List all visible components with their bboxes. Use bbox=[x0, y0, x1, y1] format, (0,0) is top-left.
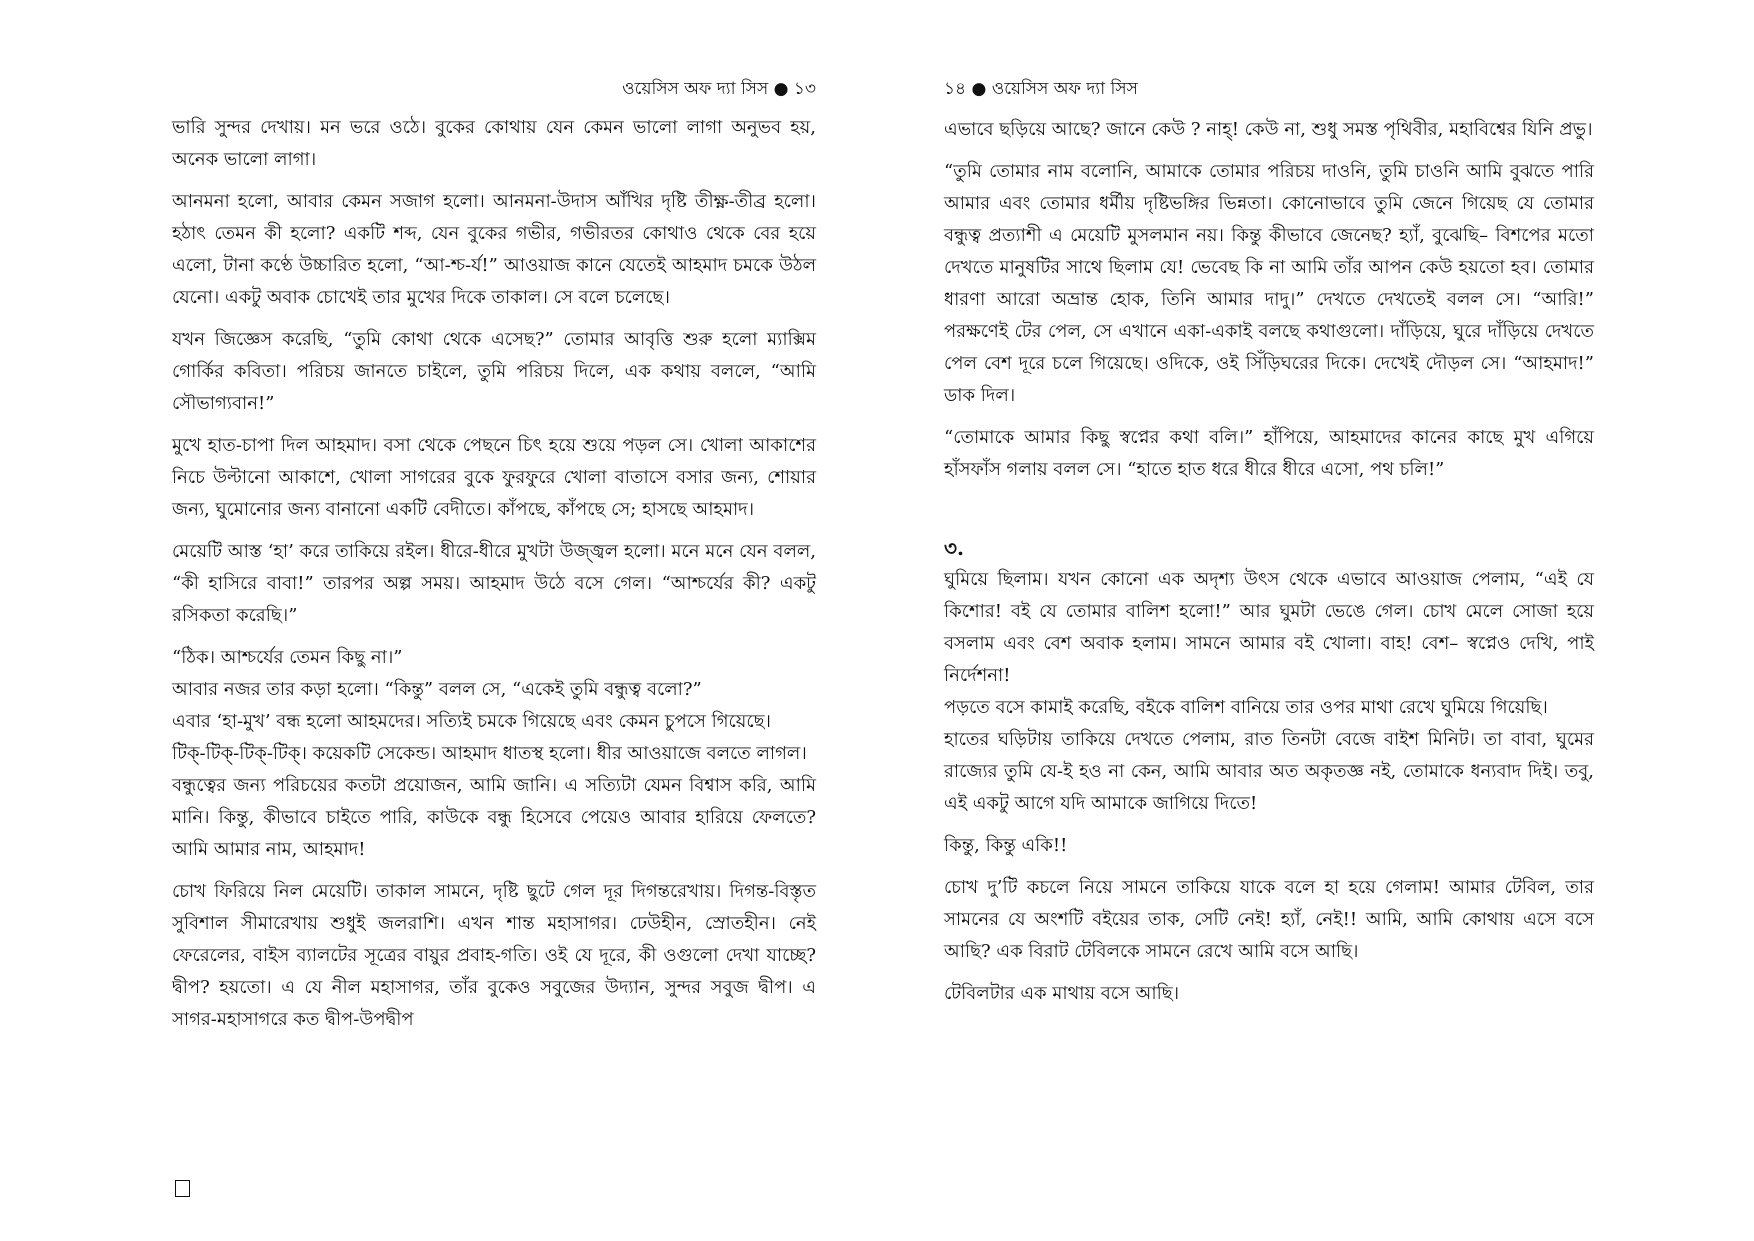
paragraph: টেবিলটার এক মাথায় বসে আছি। bbox=[944, 983, 1180, 1004]
section-heading: ৩. bbox=[944, 536, 964, 560]
paragraph: আবার নজর তার কড়া হলো। “কিন্তু” বলল সে, “একেই তুমি বন্ধুত্ব বলো?” bbox=[172, 679, 702, 700]
paragraph: এভাবে ছড়িয়ে আছে? জানে কেউ ? নাহ্! কেউ না, শুধু সমস্ত পৃথিবীর, মহাবিশ্বের যিনি প্রভু। bbox=[944, 119, 1593, 140]
paragraph: চোখ দু’টি কচলে নিয়ে সামনে তাকিয়ে যাকে বলে হা হয়ে গেলাম! আমার টেবিল, তার সামনের যে অংশটি বইয়ের তাক, সেটি নেই! হ্যাঁ, নেই!! আমি, আমি কোথায় এসে বসে আছি? এক বিরাট টেবিলকে সামনে রেখে আমি বসে আছি। bbox=[944, 877, 1594, 962]
right-running-head: ১৪ ● ওয়েসিস অফ দ্যা সিস bbox=[944, 79, 1138, 99]
paragraph: ঘুমিয়ে ছিলাম। যখন কোনো এক অদৃশ্য উৎস থেকে এভাবে আওয়াজ পেলাম, “এই যে কিশোর! বই যে তোমার বালিশ হলো!” আর ঘুমটা ভেঙে গেল। চোখ মেলে সোজা হয়ে বসলাম এবং বেশ অবাক হলাম। সামনে আমার বই খোলা। বাহ! বেশ– স্বপ্নেও দেখি, পাই নির্দেশনা! bbox=[944, 569, 1594, 686]
paragraph: চোখ ফিরিয়ে নিল মেয়েটি। তাকাল সামনে, দৃষ্টি ছুটে গেল দূর দিগন্তরেখায়। দিগন্ত-বিস্তৃত সুবিশাল সীমারেখায় শুধুই জলরাশি। এখন শান্ত মহাসাগর। ঢেউহীন, স্রোতহীন। নেই ফেরেলের, বাইস ব্যালটের সূত্রের বায়ুর প্রবাহ-গতি। ওই যে দূরে, কী ওগুলো দেখা যাচ্ছে? দ্বীপ? হয়তো। এ যে নীল মহাসাগর, তাঁর বুকেও সবুজের উদ্যান, সুন্দর সবুজ দ্বীপ। এ সাগর-মহাসাগরে কত দ্বীপ-উপদ্বীপ bbox=[172, 881, 816, 1030]
paragraph: এবার ‘হা-মুখ’ বন্ধ হলো আহমদের। সত্যিই চমকে গিয়েছে এবং কেমন চুপসে গিয়েছে। bbox=[172, 711, 771, 732]
paragraph: মুখে হাত-চাপা দিল আহমাদ। বসা থেকে পেছনে চিৎ হয়ে শুয়ে পড়ল সে। খোলা আকাশের নিচে উল্টানো আকাশে, খোলা সাগরের বুকে ফুরফুরে খোলা বাতাসে বসার জন্য, শোয়ার জন্য, ঘুমোনোর জন্য বানানো একটি বেদীতে। কাঁপছে, কাঁপছে সে; হাসছে আহমাদ। bbox=[172, 435, 816, 520]
paragraph: মেয়েটি আস্ত ‘হা’ করে তাকিয়ে রইল। ধীরে-ধীরে মুখটা উজ্জ্বল হলো। মনে মনে যেন বলল, “কী হাসিরে বাবা!” তারপর অল্প সময়। আহমাদ উঠে বসে গেল। “আশ্চর্যের কী? একটু রসিকতা করেছি।” bbox=[172, 541, 816, 626]
paragraph: ভারি সুন্দর দেখায়। মন ভরে ওঠে। বুকের কোথায় যেন কেমন ভালো লাগা অনুভব হয়, অনেক ভালো লাগা। bbox=[172, 117, 816, 170]
left-running-head: ওয়েসিস অফ দ্যা সিস ● ১৩ bbox=[622, 79, 816, 99]
square-outline-icon bbox=[175, 1180, 190, 1197]
paragraph: আনমনা হলো, আবার কেমন সজাগ হলো। আনমনা-উদাস আঁখির দৃষ্টি তীক্ষ্ণ-তীব্র হলো। হঠাৎ তেমন কী হলো? একটি শব্দ, যেন বুকের গভীর, গভীরতর কোথাও থেকে বের হয়ে এলো, টানা কণ্ঠে উচ্চারিত হলো, “আ-শ্চ-র্য!” আওয়াজ কানে যেতেই আহমাদ চমকে উঠল যেনো। একটু অবাক চোখেই তার মুখের দিকে তাকাল। সে বলে চলেছে। bbox=[172, 191, 816, 308]
paragraph: “তুমি তোমার নাম বলোনি, আমাকে তোমার পরিচয় দাওনি, তুমি চাওনি আমি বুঝতে পারি আমার এবং তোমার ধর্মীয় দৃষ্টিভঙ্গির ভিন্নতা। কোনোভাবে তুমি জেনে গিয়েছ যে তোমার বন্ধুত্ব প্রত্যাশী এ মেয়েটি মুসলমান নয়। কিন্তু কীভাবে জেনেছ? হ্যাঁ, বুঝেছি– বিশপের মতো দেখতে মানুষটির সাথে ছিলাম যে! ভেবেছ কি না আমি তাঁর আপন কেউ হয়তো হব। তোমার ধারণা আরো অভ্রান্ত হোক, তিনি আমার দাদু।” দেখতে দেখতেই বলল সে। “আরি!” পরক্ষণেই টের পেল, সে এখানে একা-একাই বলছে কথাগুলো। দাঁড়িয়ে, ঘুরে দাঁড়িয়ে দেখতে পেল বেশ দূরে চলে গিয়েছে। ওদিকে, ওই সিঁড়িঘরের দিকে। দেখেই দৌড়ল সে। “আহমাদ!” ডাক দিল। bbox=[944, 161, 1594, 406]
paragraph: যখন জিজ্ঞেস করেছি, “তুমি কোথা থেকে এসেছ?” তোমার আবৃত্তি শুরু হলো ম্যাক্সিম গোর্কির কবিতা। পরিচয় জানতে চাইলে, তুমি পরিচয় দিলে, এক কথায় বললে, “আমি সৌভাগ্যবান!” bbox=[172, 329, 816, 414]
paragraph: হাতের ঘড়িটায় তাকিয়ে দেখতে পেলাম, রাত তিনটা বেজে বাইশ মিনিট। তা বাবা, ঘুমের রাজ্যের তুমি যে-ই হও না কেন, আমি আবার অত অকৃতজ্ঞ নই, তোমাকে ধন্যবাদ দিই। তবু, এই একটু আগে যদি আমাকে জাগিয়ে দিতে! bbox=[944, 729, 1594, 814]
right-page bbox=[944, 0, 1594, 1241]
left-body-text bbox=[172, 112, 816, 1036]
right-body-text bbox=[944, 114, 1594, 1010]
paragraph: “তোমাকে আমার কিছু স্বপ্নের কথা বলি।” হাঁপিয়ে, আহমাদের কানের কাছে মুখ এগিয়ে হাঁসফাঁস গলায় বলল সে। “হাতে হাত ধরে ধীরে ধীরে এসো, পথ চলি!” bbox=[944, 427, 1594, 480]
paragraph: কিন্তু, কিন্তু একি!! bbox=[944, 835, 1068, 856]
paragraph: টিক্-টিক্-টিক্-টিক্। কয়েকটি সেকেন্ড। আহমাদ ধাতস্থ হলো। ধীর আওয়াজে বলতে লাগল। bbox=[172, 743, 807, 764]
paragraph: “ঠিক। আশ্চর্যের তেমন কিছু না।” bbox=[172, 647, 403, 668]
left-page bbox=[172, 0, 816, 1241]
paragraph: বন্ধুত্বের জন্য পরিচয়ের কতটা প্রয়োজন, আমি জানি। এ সত্যিটা যেমন বিশ্বাস করি, আমি মানি। কিন্তু, কীভাবে চাইতে পারি, কাউকে বন্ধু হিসেবে পেয়েও আবার হারিয়ে ফেলতে? আমি আমার নাম, আহমাদ! bbox=[172, 775, 816, 860]
paragraph: পড়তে বসে কামাই করেছি, বইকে বালিশ বানিয়ে তার ওপর মাথা রেখে ঘুমিয়ে গিয়েছি। bbox=[944, 697, 1548, 718]
